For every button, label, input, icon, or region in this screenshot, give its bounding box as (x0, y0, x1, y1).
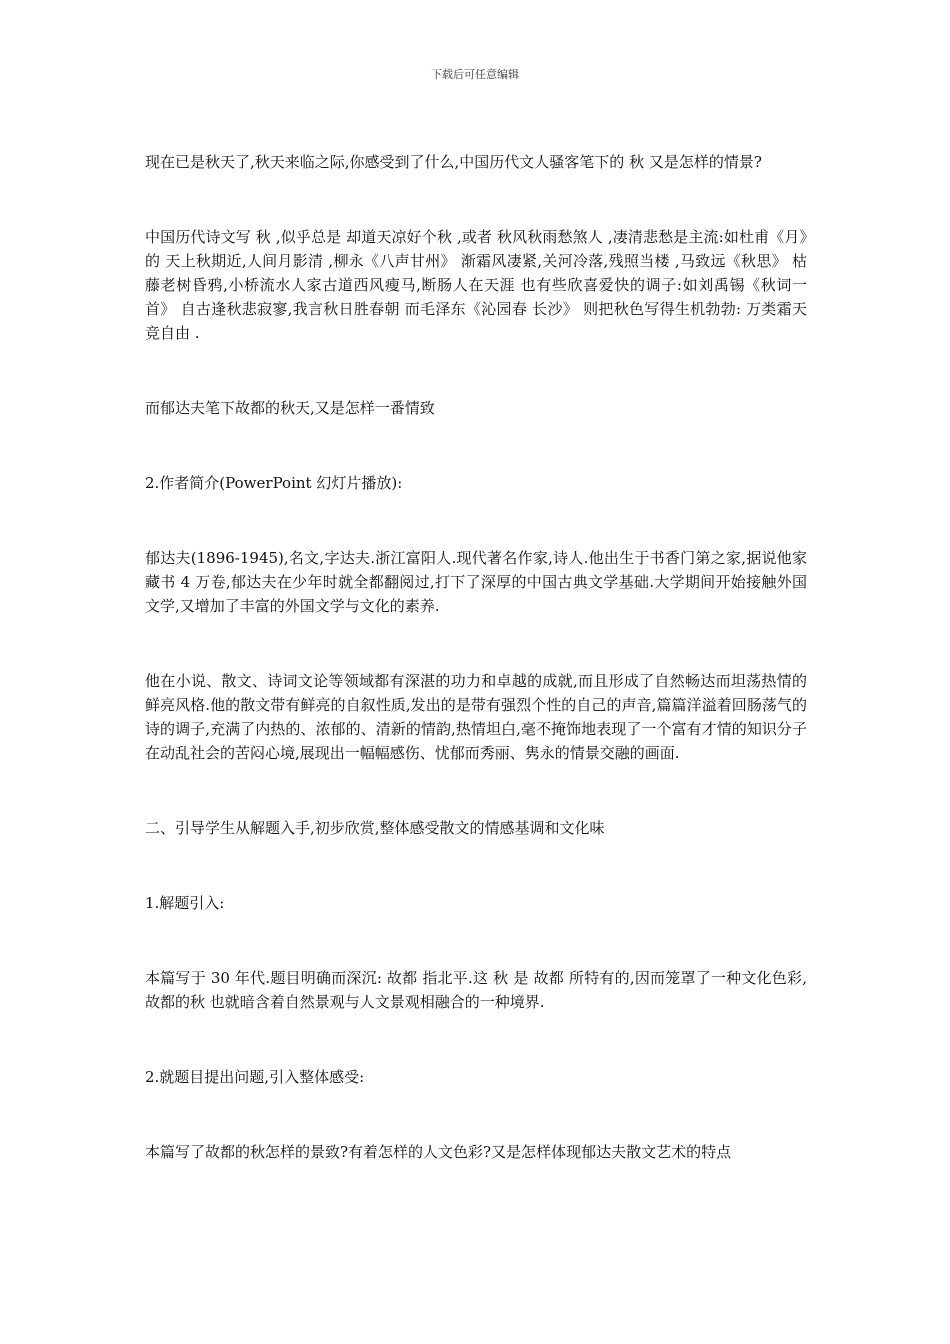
page-header: 下载后可任意编辑 (431, 68, 519, 81)
heading-title-intro: 1.解题引入: (145, 894, 225, 912)
heading-questions: 2.就题目提出问题,引入整体感受: (145, 1068, 365, 1086)
paragraph-intro-question: 现在已是秋天了,秋天来临之际,你感受到了什么,中国历代文人骚客笔下的 秋 又是怎样的情景? (145, 153, 762, 171)
paragraph-yu-dafu-autumn: 而郁达夫笔下故都的秋天,又是怎样一番情致 (145, 399, 435, 417)
paragraph-author-bio: 郁达夫(1896-1945),名文,字达夫.浙江富阳人.现代著名作家,诗人.他出生于书香门第之家,据说他家藏书 4 万卷,郁达夫在少年时就全都翻阅过,打下了深厚的中国古典文学基础.大学期间开始接触外国文学,又增加了丰富的外国文学与文化的素养. (145, 549, 807, 615)
paragraph-author-style: 他在小说、散文、诗词文论等领域都有深湛的功力和卓越的成就,而且形成了自然畅达而坦荡热情的鲜亮风格.他的散文带有鲜亮的自叙性质,发出的是带有强烈个性的自己的声音,篇篇洋溢着回肠荡气的诗的调子,充满了内热的、浓郁的、清新的情韵,热情坦白,毫不掩饰地表现了一个富有才情的知识分子在动乱社会的苦闷心境,展现出一幅幅感伤、忧郁而秀丽、隽永的情景交融的画面. (145, 672, 807, 762)
paragraph-poetry-autumn: 中国历代诗文写 秋 ,似乎总是 却道天凉好个秋 ,或者 秋风秋雨愁煞人 ,凄清悲愁是主流:如杜甫《月》的 天上秋期近,人间月影清 ,柳永《八声甘州》 渐霜风凄紧,关河冷落,残照当楼 ,马致远《秋思》 枯藤老树昏鸦,小桥流水人家古道西风瘦马,断肠人在天涯 也有些欣喜爱快的调子:如刘禹锡《秋词一首》 自古逢秋悲寂寥,我言秋日胜春朝 而毛泽东《沁园春 长沙》 则把秋色写得生机勃勃: 万类霜天竞自由 . (145, 228, 807, 342)
heading-author-intro: 2.作者简介(PowerPoint 幻灯片播放): (145, 474, 403, 492)
paragraph-title-explanation: 本篇写于 30 年代.题目明确而深沉: 故都 指北平.这 秋 是 故都 所特有的,因而笼罩了一种文化色彩, 故都的秋 也就暗含着自然景观与人文景观相融合的一种境界. (145, 969, 807, 1011)
paragraph-questions: 本篇写了故都的秋怎样的景致?有着怎样的人文色彩?又是怎样体现郁达夫散文艺术的特点 (145, 1143, 732, 1161)
heading-section-two: 二、引导学生从解题入手,初步欣赏,整体感受散文的情感基调和文化味 (145, 819, 605, 837)
document-body (145, 150, 807, 1164)
